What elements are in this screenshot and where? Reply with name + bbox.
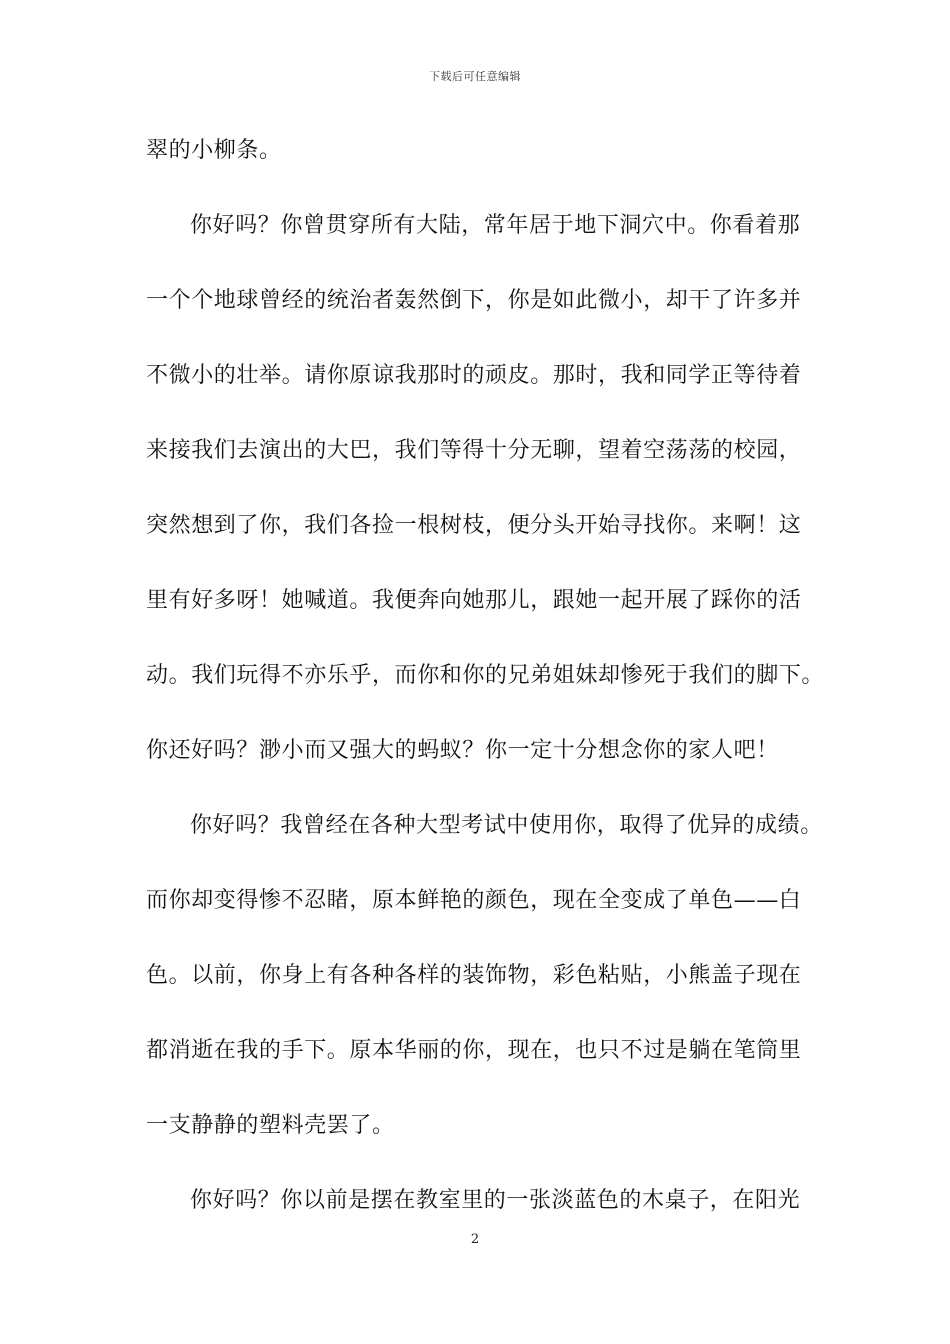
text-line: 色。以前，你身上有各种各样的装饰物，彩色粘贴，小熊盖子现在 (146, 963, 802, 988)
page-number: 2 (470, 1232, 480, 1247)
text-line: 里有好多呀！她喊道。我便奔向她那儿，跟她一起开展了踩你的活 (146, 588, 802, 613)
text-line: 都消逝在我的手下。原本华丽的你，现在，也只不过是躺在笔筒里 (146, 1038, 802, 1063)
text-line: 突然想到了你，我们各捡一根树枝，便分头开始寻找你。来啊！这 (146, 513, 802, 538)
text-line: 来接我们去演出的大巴，我们等得十分无聊，望着空荡荡的校园， (146, 438, 802, 463)
text-line: 动。我们玩得不亦乐乎，而你和你的兄弟姐妹却惨死于我们的脚下。 (146, 663, 825, 688)
text-line: 你还好吗？渺小而又强大的蚂蚁？你一定十分想念你的家人吧！ (146, 738, 779, 763)
text-line: 一个个地球曾经的统治者轰然倒下，你是如此微小，却干了许多并 (146, 288, 802, 313)
text-line: 而你却变得惨不忍睹，原本鲜艳的颜色，现在全变成了单色——白 (146, 888, 802, 913)
text-line: 翠的小柳条。 (146, 138, 282, 163)
paragraph-first-line: 你好吗？你以前是摆在教室里的一张淡蓝色的木桌子，在阳光 (190, 1188, 801, 1213)
text-line: 不微小的壮举。请你原谅我那时的顽皮。那时，我和同学正等待着 (146, 363, 802, 388)
paragraph-first-line: 你好吗？你曾贯穿所有大陆，常年居于地下洞穴中。你看着那 (190, 213, 801, 238)
page-header: 下载后可任意编辑 (429, 70, 521, 83)
text-line: 一支静静的塑料壳罢了。 (146, 1113, 395, 1138)
paragraph-first-line: 你好吗？我曾经在各种大型考试中使用你，取得了优异的成绩。 (190, 813, 823, 838)
